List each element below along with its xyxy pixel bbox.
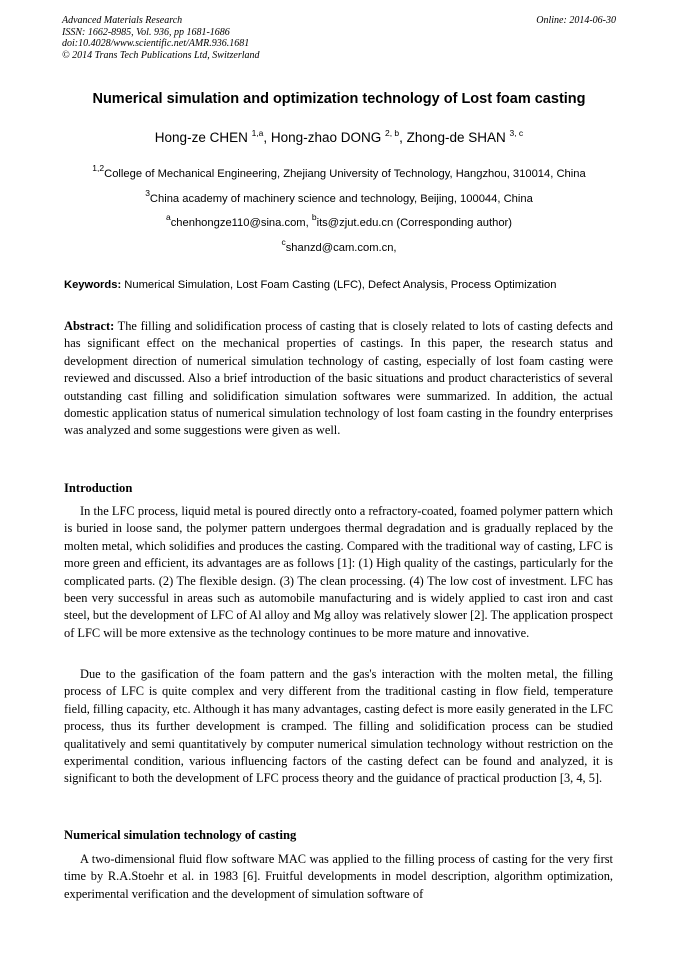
intro-paragraph-2: Due to the gasification of the foam pattern and the gas's interaction with the molten metal, the filling process of LFC is quite complex and very different from the traditional casting in flow field, temperature field, filling capacity, etc. Although it has many advantages, casting defect is more easily generated in the LFC process, thus its further development is cramped. The filling and solidification process can be studied qualitatively and semi quantitatively by computer numerical simulation technology without restriction on the experimental condition, various influencing factors of the casting defect can be found and analyzed, it is significant to both the development of LFC process theory and the guidance of practical production [3, 4, 5]. — [64, 667, 613, 786]
affiliation-1 — [0, 163, 678, 180]
email-line-1 — [0, 212, 678, 229]
keywords-text: Numerical Simulation, Lost Foam Casting (LFC), Defect Analysis, Process Optimization — [121, 279, 557, 291]
author-2-sup: 2, b — [384, 128, 400, 138]
email-line-2 — [0, 237, 678, 254]
email-c-sup: c — [281, 237, 286, 247]
intro-paragraph-1: In the LFC process, liquid metal is poured directly onto a refractory-coated, foamed polymer pattern which is buried in loose sand, the polymer pattern undergoes thermal degradation and is gradually replaced by the molten metal, which solidifies and produces the casting. Compared with the traditional way of casting, LFC is more green and efficient, its advantages are as follows [1]: (1) High quality of the castings, particularly for the complicated parts. (2) The flexible design. (3) The clean processing. (4) The low cost of investment. LFC has been very successful in areas such as automobile manufacturing and is widely applied to cast iron and cast steel, but the development of LFC of Al alloy and Mg alloy was relatively slower [2]. The application prospect of LFC will be more extensive as the technology continues to be more mature and innovative. — [64, 504, 613, 640]
issn-line: ISSN: 1662-8985, Vol. 936, pp 1681-1686 — [62, 26, 230, 38]
section-2-heading: Numerical simulation technology of casting — [64, 828, 297, 842]
author-1: Hong-ze CHEN — [154, 130, 252, 145]
author-3: Zhong-de SHAN — [406, 130, 510, 145]
affiliation-1-sup: 1,2 — [92, 163, 105, 173]
affiliation-2-text: China academy of machinery science and technology, Beijing, 100044, China — [149, 193, 533, 205]
email-c: shanzd@cam.com.cn, — [285, 242, 397, 254]
abstract-label: Abstract: — [64, 319, 115, 333]
author-3-sup: 3, c — [509, 128, 524, 138]
journal-name: Advanced Materials Research — [62, 15, 183, 26]
author-2: Hong-zhao DONG — [270, 130, 385, 145]
section-2-paragraph-1: A two-dimensional fluid flow software MAC was applied to the filling process of casting for the very first time by R.A.Stoehr et al. in 1983 [6]. Fruitful developments in model description, algorithm optimization, experimental verification and the development of simulation software of — [64, 852, 613, 901]
email-a: chenhongze110@sina.com, — [170, 217, 312, 229]
author-sep-1: , — [263, 130, 271, 145]
author-1-sup: 1,a — [251, 128, 264, 138]
keywords-label: Keywords: — [64, 279, 122, 291]
affiliation-2-sup: 3 — [145, 188, 150, 198]
author-sep-2: , — [399, 130, 407, 145]
email-b: its@zjut.edu.cn (Corresponding author) — [316, 217, 513, 229]
online-date: Online: 2014-06-30 — [536, 15, 616, 26]
doi-line: doi:10.4028/www.scientific.net/AMR.936.1681 — [62, 38, 250, 49]
keywords — [64, 279, 624, 291]
journal-header — [62, 15, 616, 61]
abstract — [64, 318, 613, 440]
affiliation-1-text: College of Mechanical Engineering, Zhejiang University of Technology, Hangzhou, 310014, China — [104, 168, 586, 180]
introduction-heading: Introduction — [64, 481, 133, 495]
email-b-sup: b — [311, 212, 317, 222]
abstract-text: The filling and solidification process of casting that is closely related to lots of casting defects and has significant effect on the mechanical properties of castings. In this paper, the research status and development direction of numerical simulation technology of casting, especially of lost foam casting were reviewed and discussed. Also a brief introduction of the basic situations and product characteristics of several outstanding cast filling and solidification simulation softwares were summarized. In addition, the actual domestic application status of numerical simulation technology of lost foam casting in the foundry enterprises was analyzed and some suggestions were given as well. — [64, 319, 613, 438]
author-list — [0, 130, 678, 145]
affiliation-2 — [0, 188, 678, 205]
email-a-sup: a — [165, 212, 171, 222]
paper-title: Numerical simulation and optimization technology of Lost foam casting — [92, 91, 586, 107]
copyright-line: © 2014 Trans Tech Publications Ltd, Switzerland — [62, 49, 260, 61]
